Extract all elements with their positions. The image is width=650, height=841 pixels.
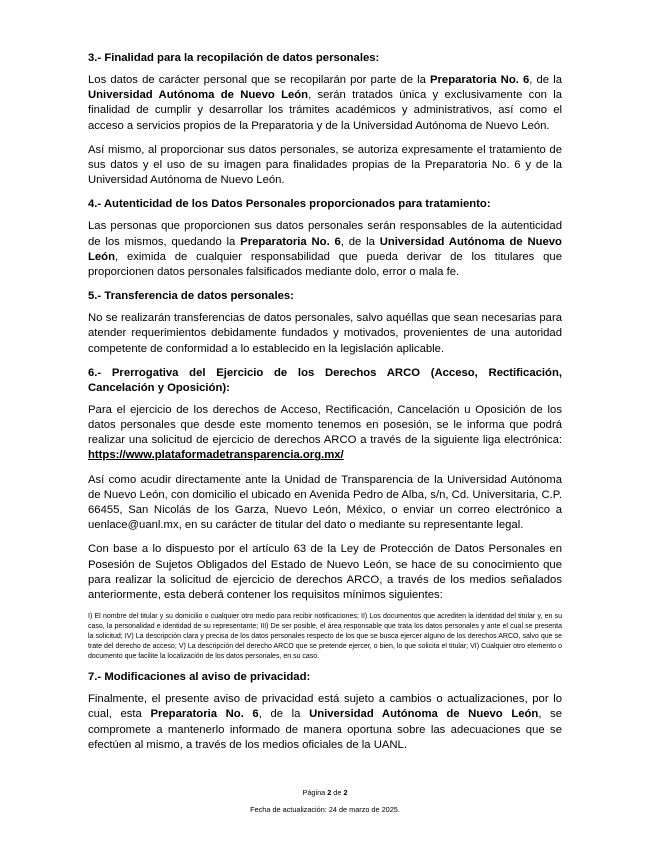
- section-3-paragraph-2: Así mismo, al proporcionar sus datos personales, se autoriza expresamente el tratamiento de sus datos y el uso de su imagen para finalidades propias de la Preparatoria No. 6 y de la Universidad Autónoma de Nuevo León.: [88, 143, 562, 187]
- section-4-heading: 4.- Autenticidad de los Datos Personales proporcionados para tratamiento:: [88, 198, 491, 211]
- section-6-paragraph-1: Para el ejercicio de los derechos de Acceso, Rectificación, Cancelación u Oposición de los datos personales que desde este momento tenemos en posesión, se le informa que podrá realizar una solicitud de ejercicio de derechos ARCO a través de la siguiente liga electrónica: https://www.plataformadetransparencia.org.mx/: [88, 403, 562, 462]
- section-3-paragraph-1: Los datos de carácter personal que se recopilarán por parte de la Preparatoria No. 6, de la Universidad Autónoma de Nuevo León, serán tratados única y exclusivamente con la finalidad de cumplir y desarrollar los trámites académicos y administrativos, así como el acceso a servicios propios de la Preparatoria y de la Universidad Autónoma de Nuevo León.: [88, 74, 563, 132]
- university-name: Universidad Autónoma de Nuevo León: [88, 235, 562, 263]
- section-4-paragraph-1: Las personas que proporcionen sus datos personales serán responsables de la autenticidad de los mismos, quedando la Preparatoria No. 6, de la Universidad Autónoma de Nuevo León, eximida de cualquier responsabilidad que pueda derivar de los titulares que proporcionen datos personales falsificados mediante dolo, error o mala fe.: [88, 220, 562, 279]
- transparency-platform-link[interactable]: https://www.plataformadetransparencia.org.mx/: [88, 449, 344, 462]
- section-5-heading: 5.- Transferencia de datos personales:: [88, 290, 294, 303]
- section-7-paragraph-1: Finalmente, el presente aviso de privacidad está sujeto a cambios o actualizaciones, por lo cual, esta Preparatoria No. 6, de la Universidad Autónoma de Nuevo León, se compromete a mantenerlo informado de manera oportuna sobre las adecuaciones que se efectúen al mismo, a través de los medios oficiales de la UANL.: [88, 693, 562, 751]
- school-name: Preparatoria No. 6: [430, 74, 530, 86]
- section-5-paragraph-1: No se realizarán transferencias de datos personales, salvo aquéllas que sean necesarias para atender requerimientos debidamente fundados y motivados, provenientes de una autoridad competente de conformidad a lo establecido en la legislación aplicable.: [88, 312, 562, 355]
- document-body: [88, 51, 562, 762]
- university-name: Universidad Autónoma de Nuevo León: [88, 89, 309, 102]
- section-6-heading: 6.- Prerrogativa del Ejercicio de los Derechos ARCO (Acceso, Rectificación, Cancelación y Oposición):: [88, 366, 562, 394]
- section-7-heading: 7.- Modificaciones al aviso de privacidad:: [88, 671, 311, 684]
- university-name: Universidad Autónoma de Nuevo León: [309, 708, 539, 721]
- section-3-heading: 3.- Finalidad para la recopilación de datos personales:: [88, 52, 380, 64]
- school-name: Preparatoria No. 6: [240, 235, 341, 248]
- section-6-paragraph-2: Así como acudir directamente ante la Unidad de Transparencia de la Universidad Autónoma de Nuevo León, con domicilio el ubicado en Avenida Pedro de Alba, s/n, Cd. Universitaria, C.P. 66455, San Nicolás de los Garza, Nuevo León, México, o enviar un correo electrónico a uenlace@uanl.mx, en su carácter de titular del dato o mediante su representante legal.: [88, 473, 562, 532]
- arco-requirements-list: I) El nombre del titular y su domicilio o cualquier otro medio para recibir notificaciones; II) Los documentos que acrediten la identidad del titular y, en su caso, la personalidad e identidad de su representante; III) De ser posible, el área responsable que trata los datos personales y ante el cual se presenta la solicitud; IV) La descripción clara y precisa de los datos personales respecto de los que se busca ejercer alguno de los derechos ARCO, salvo que se trate del derecho de acceso; V) La descripción del derecho ARCO que se pretende ejercer, o bien, lo que solicita el titular; VI) Cualquier otro elemento o documento que facilite la localización de los datos personales, en su caso.: [88, 613, 562, 661]
- school-name: Preparatoria No. 6: [150, 708, 259, 721]
- section-6-paragraph-3: Con base a lo dispuesto por el artículo 63 de la Ley de Protección de Datos Personales en Posesión de Sujetos Obligados del Estado de Nuevo León, se hace de su conocimiento que para realizar la solicitud de ejercicio de derechos ARCO, a través de los medios señalados anteriormente, esta deberá contener los requisitos mínimos siguientes:: [88, 543, 562, 602]
- page-number: Página 2 de 2: [302, 788, 348, 797]
- last-updated-date: Fecha de actualización: 24 de marzo de 2025.: [250, 805, 400, 814]
